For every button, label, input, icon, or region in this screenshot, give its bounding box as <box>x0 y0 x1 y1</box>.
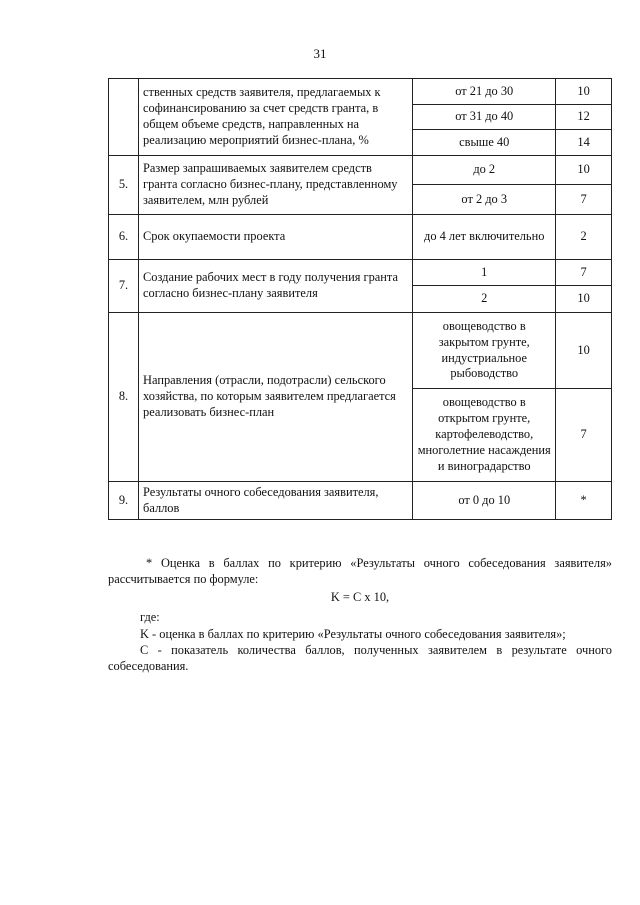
table-row <box>109 156 612 185</box>
criterion-value-range: 2 <box>413 286 556 313</box>
criterion-description: Размер запрашиваемых заявителем средств гранта согласно бизнес-плану, представленному заявителем, млн рублей <box>139 156 413 215</box>
criterion-number: 8. <box>109 313 139 482</box>
criterion-value-range: до 2 <box>413 156 556 185</box>
criterion-description: Результаты очного собеседования заявителя, баллов <box>139 482 413 520</box>
criterion-score: 7 <box>556 260 612 286</box>
criterion-score: 10 <box>556 79 612 105</box>
criterion-description: Направления (отрасли, подотрасли) сельского хозяйства, по которым заявителем предлагается реализовать бизнес-план <box>139 313 413 482</box>
table-row <box>109 482 612 520</box>
criterion-score: 10 <box>556 286 612 313</box>
criterion-score: 7 <box>556 389 612 482</box>
criterion-score: 10 <box>556 313 612 389</box>
formula-where-label: где: <box>140 610 160 625</box>
table-row <box>109 260 612 286</box>
criterion-value-range: от 2 до 3 <box>413 185 556 215</box>
criterion-number: 7. <box>109 260 139 313</box>
criterion-score: * <box>556 482 612 520</box>
criterion-description: Создание рабочих мест в году получения гранта согласно бизнес-плану заявителя <box>139 260 413 313</box>
table-row <box>109 215 612 260</box>
criterion-score: 14 <box>556 130 612 156</box>
table-row <box>109 79 612 105</box>
criterion-value-range: до 4 лет включительно <box>413 215 556 260</box>
criterion-number: 9. <box>109 482 139 520</box>
criterion-score: 12 <box>556 105 612 130</box>
criterion-value-range: овощеводство в открытом грунте, картофелеводство, многолетние насаждения и виноградарство <box>413 389 556 482</box>
criterion-number: 5. <box>109 156 139 215</box>
page-number: 31 <box>313 46 327 61</box>
criterion-value-range: от 31 до 40 <box>413 105 556 130</box>
criteria-table <box>108 78 612 520</box>
definition-k: K - оценка в баллах по критерию «Результаты очного собеседования заявителя»; <box>140 626 566 641</box>
criterion-value-range: 1 <box>413 260 556 286</box>
criterion-description: ственных средств заявителя, предлагаемых к софинансированию за счет средств гранта, в общем объеме средств, направленных на реализацию мероприятий бизнес-плана, % <box>139 79 413 156</box>
footnote-intro: * Оценка в баллах по критерию «Результаты очного собеседования заявителя» рассчитывается по формуле: <box>108 556 612 587</box>
criterion-value-range: овощеводство в закрытом грунте, индустриальное рыбоводство <box>413 313 556 389</box>
criterion-value-range: свыше 40 <box>413 130 556 156</box>
criterion-value-range: от 21 до 30 <box>413 79 556 105</box>
criterion-score: 7 <box>556 185 612 215</box>
criterion-value-range: от 0 до 10 <box>413 482 556 520</box>
footnote-section <box>108 555 612 674</box>
criterion-score: 2 <box>556 215 612 260</box>
table-row <box>109 313 612 389</box>
criterion-number: 6. <box>109 215 139 260</box>
definition-c: C - показатель количества баллов, полученных заявителем в результате очного собеседования. <box>108 642 612 673</box>
criterion-description: Срок окупаемости проекта <box>139 215 413 260</box>
criterion-number <box>109 79 139 156</box>
formula: K = C x 10, <box>330 590 390 605</box>
criterion-score: 10 <box>556 156 612 185</box>
